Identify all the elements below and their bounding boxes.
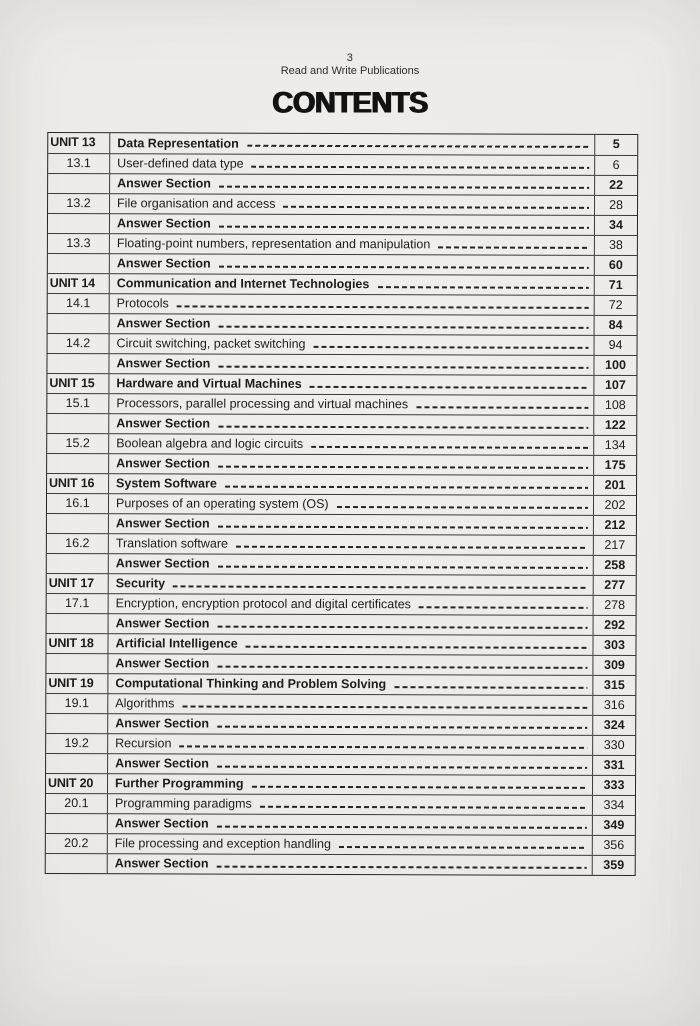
toc-row-page: 107 (604, 377, 626, 392)
toc-row (46, 693, 635, 715)
toc-row (48, 173, 637, 195)
toc-row-title: Answer Section (115, 556, 210, 571)
dashed-leader (218, 325, 588, 328)
toc-row-title: Boolean algebra and logic circuits (116, 436, 304, 451)
toc-row (47, 553, 636, 575)
toc-row-title-cell (108, 834, 593, 855)
toc-row-title-cell (109, 574, 594, 595)
toc-row (48, 293, 637, 315)
toc-row-title-cell (109, 414, 594, 435)
toc-row-title: File processing and exception handling (114, 836, 331, 851)
toc-row (46, 733, 635, 755)
toc-row-title: Communication and Internet Technologies (116, 276, 370, 292)
toc-row-title-cell (108, 754, 593, 775)
toc-row-title: Answer Section (115, 716, 210, 731)
toc-row-number (46, 854, 108, 873)
toc-row-title-cell (109, 354, 594, 375)
toc-row (47, 573, 636, 595)
toc-row-page: 333 (603, 777, 625, 792)
contents-title: CONTENTS (272, 86, 428, 120)
toc-row-page: 60 (608, 257, 623, 272)
toc-row-number: 17.1 (47, 594, 109, 613)
toc-row-page: 217 (604, 537, 626, 552)
dashed-leader (217, 725, 587, 728)
toc-row-title-cell (110, 214, 595, 235)
toc-row-page: 303 (604, 637, 625, 652)
toc-row-title: User-defined data type (117, 156, 244, 171)
toc-row-title: Recursion (115, 736, 172, 751)
toc-row-title: Algorithms (115, 696, 175, 711)
toc-row-page: 22 (609, 177, 624, 192)
toc-row-title: Answer Section (116, 456, 210, 471)
dashed-leader (311, 445, 588, 448)
toc-row-page: 38 (608, 237, 623, 252)
toc-row-page: 324 (603, 717, 625, 732)
toc-row-number (48, 174, 110, 193)
toc-row-number: 13.3 (48, 234, 110, 253)
toc-row-number: 15.2 (47, 434, 109, 453)
dashed-leader (218, 425, 588, 428)
toc-row (48, 193, 637, 215)
dashed-leader (419, 606, 588, 609)
toc-row-title: Further Programming (114, 776, 244, 791)
toc-row-number: UNIT 20 (46, 774, 108, 793)
toc-row-title-cell (109, 394, 594, 415)
toc-row-number: 16.2 (47, 534, 109, 553)
dashed-leader (339, 845, 587, 848)
toc-row-title-cell (108, 654, 593, 675)
toc-row-title-cell (108, 634, 593, 655)
toc-row-page: 84 (608, 317, 623, 332)
toc-row-page: 309 (603, 657, 625, 672)
toc-row-title-cell (110, 274, 595, 295)
contents-table (45, 132, 639, 876)
toc-row-number: UNIT 14 (48, 274, 110, 293)
toc-row-title-cell (109, 534, 594, 555)
toc-row-page: 349 (603, 817, 625, 832)
toc-row-title-cell (110, 334, 595, 355)
toc-row-title-cell (108, 794, 593, 815)
toc-row (46, 833, 635, 855)
toc-row (48, 333, 637, 355)
toc-row-title-cell (109, 474, 594, 495)
toc-row-number (47, 554, 109, 573)
toc-row (47, 413, 636, 435)
dashed-leader (218, 525, 588, 528)
dashed-leader (438, 246, 589, 249)
toc-row (47, 513, 636, 535)
toc-row-page: 356 (603, 837, 625, 852)
toc-row-title: Security (115, 576, 166, 591)
toc-row-number: UNIT 18 (46, 634, 108, 653)
toc-row-title: Floating-point numbers, representation and manipulation (116, 236, 431, 252)
toc-row-number (46, 654, 108, 673)
toc-row (46, 853, 635, 875)
toc-row (48, 313, 637, 335)
toc-row-title: System Software (116, 476, 217, 491)
toc-row-number: 14.2 (48, 334, 110, 353)
dashed-leader (416, 406, 588, 409)
toc-row-page: 334 (603, 797, 625, 812)
dashed-leader (260, 805, 587, 808)
dashed-leader (394, 686, 587, 689)
toc-row (48, 233, 637, 255)
toc-row-page: 72 (608, 297, 623, 312)
toc-row-number: 15.1 (47, 394, 109, 413)
toc-row-title-cell (109, 594, 594, 615)
toc-row-page: 175 (604, 457, 626, 472)
toc-row (47, 473, 636, 495)
dashed-leader (225, 485, 588, 488)
toc-row (47, 593, 636, 615)
toc-row-title-cell (109, 374, 594, 395)
dashed-leader (252, 785, 588, 788)
toc-row (47, 453, 636, 475)
toc-row-number: 13.1 (48, 154, 110, 173)
toc-row (47, 533, 636, 555)
toc-row-title-cell (110, 133, 595, 155)
dashed-leader (236, 545, 588, 548)
toc-row-number (47, 454, 109, 473)
toc-row-title-cell (109, 614, 594, 635)
toc-row-number (46, 754, 108, 773)
toc-row-number: 13.2 (48, 194, 110, 213)
toc-row (46, 633, 635, 655)
toc-row (47, 393, 636, 415)
dashed-leader (179, 745, 587, 748)
toc-row-title: Answer Section (116, 416, 211, 431)
dashed-leader (217, 625, 587, 628)
toc-row-number (47, 354, 109, 373)
dashed-leader (377, 286, 588, 289)
toc-row-page: 122 (604, 417, 626, 432)
toc-row-title: Answer Section (116, 316, 211, 331)
toc-row-title: Encryption, encryption protocol and digital certificates (115, 596, 411, 612)
dashed-leader (182, 705, 587, 708)
toc-row-page: 34 (608, 217, 623, 232)
toc-row-page: 5 (612, 136, 620, 151)
toc-row-number (48, 214, 110, 233)
toc-row-number (48, 314, 110, 333)
dashed-leader (310, 385, 589, 388)
toc-row-title: Data Representation (117, 135, 239, 151)
toc-row-title: Answer Section (115, 656, 210, 671)
page-number: 3 (346, 52, 354, 64)
toc-row-page: 100 (605, 357, 626, 372)
toc-row-title: Hardware and Virtual Machines (116, 376, 302, 391)
toc-row-page: 28 (609, 197, 624, 212)
toc-row (47, 373, 636, 395)
toc-row-title: Answer Section (115, 616, 210, 631)
toc-row (47, 433, 636, 455)
dashed-leader (217, 765, 587, 768)
toc-row-page: 359 (603, 857, 625, 872)
dashed-leader (217, 865, 587, 868)
toc-row-title: Protocols (116, 296, 169, 311)
dashed-leader (217, 825, 587, 828)
toc-row-page: 94 (608, 337, 623, 352)
toc-row (46, 713, 635, 735)
toc-row-number: UNIT 15 (47, 374, 109, 393)
dashed-leader (218, 565, 588, 568)
toc-row-title: Answer Section (114, 816, 209, 831)
toc-row-page: 330 (603, 737, 625, 752)
toc-row (48, 153, 637, 175)
toc-row-number: 19.1 (46, 694, 108, 713)
toc-row-title-cell (109, 454, 594, 475)
toc-row-title-cell (110, 294, 595, 315)
toc-row-page: 202 (604, 497, 626, 512)
dashed-leader (247, 145, 589, 148)
toc-row-title-cell (108, 714, 593, 735)
toc-row-title: Answer Section (115, 756, 209, 771)
toc-row-title-cell (110, 194, 595, 215)
toc-row-number: UNIT 13 (48, 133, 110, 153)
toc-row-page: 258 (604, 557, 626, 572)
dashed-leader (219, 185, 589, 188)
toc-row-title-cell (108, 774, 593, 795)
toc-row-title-cell (108, 854, 593, 875)
page-header (0, 52, 700, 120)
toc-row (48, 133, 637, 155)
toc-row-title: Answer Section (116, 256, 211, 271)
toc-row-number: 16.1 (47, 494, 109, 513)
dashed-leader (337, 505, 588, 508)
dashed-leader (217, 665, 587, 668)
toc-row (46, 813, 635, 835)
toc-row-number (47, 514, 109, 533)
toc-row-number (47, 614, 109, 633)
toc-row (48, 253, 637, 275)
toc-row-title: Circuit switching, packet switching (116, 336, 306, 351)
dashed-leader (252, 165, 590, 168)
toc-row (48, 273, 637, 295)
dashed-leader (173, 585, 588, 588)
publisher-name: Read and Write Publications (280, 65, 420, 77)
toc-row (46, 773, 635, 795)
toc-row-title-cell (110, 154, 595, 175)
toc-row-title-cell (109, 554, 594, 575)
toc-row-page: 315 (603, 677, 625, 692)
toc-row (46, 793, 635, 815)
toc-row-title: Purposes of an operating system (OS) (115, 496, 329, 511)
toc-row-title: Translation software (115, 536, 228, 551)
toc-row-page: 292 (604, 617, 626, 632)
toc-row-title-cell (109, 514, 594, 535)
toc-row-title: Answer Section (116, 216, 211, 231)
toc-row-title-cell (108, 694, 593, 715)
toc-row-title: Answer Section (114, 856, 209, 871)
toc-row-title: Answer Section (115, 516, 210, 531)
toc-row-title-cell (110, 174, 595, 195)
toc-row-title-cell (108, 674, 593, 695)
dashed-leader (314, 345, 589, 348)
toc-row-title-cell (110, 254, 595, 275)
toc-row-title-cell (110, 314, 595, 335)
dashed-leader (219, 225, 589, 228)
toc-row-number (46, 814, 108, 833)
dashed-leader (218, 365, 588, 368)
dashed-leader (218, 465, 588, 468)
toc-row-page: 277 (604, 577, 626, 592)
toc-row-number: UNIT 19 (46, 674, 108, 693)
toc-row (46, 653, 635, 675)
toc-row-page: 108 (604, 397, 626, 412)
toc-row-title-cell (108, 814, 593, 835)
toc-row-number (48, 254, 110, 273)
toc-row-page: 331 (603, 757, 625, 772)
toc-row-title: Programming paradigms (114, 796, 252, 811)
dashed-leader (177, 305, 589, 308)
dashed-leader (219, 265, 589, 268)
toc-row (48, 213, 637, 235)
toc-row-page: 71 (608, 277, 623, 292)
toc-row-page: 6 (612, 157, 620, 172)
toc-row-page: 134 (604, 437, 626, 452)
dashed-leader (246, 645, 588, 648)
toc-row-number: UNIT 17 (47, 574, 109, 593)
toc-row-title: Computational Thinking and Problem Solving (115, 676, 387, 692)
toc-row-title-cell (108, 734, 593, 755)
toc-row (47, 493, 636, 515)
toc-row-title-cell (109, 434, 594, 455)
toc-row-number (47, 414, 109, 433)
dashed-leader (283, 205, 589, 208)
toc-row (46, 753, 635, 775)
toc-row-title: Answer Section (116, 356, 211, 371)
toc-row-page: 278 (604, 597, 626, 612)
toc-row (47, 613, 636, 635)
toc-row-number: UNIT 16 (47, 474, 109, 493)
toc-row-title-cell (110, 234, 595, 255)
toc-row-number (46, 714, 108, 733)
toc-row-page: 316 (603, 697, 625, 712)
toc-row-number: 14.1 (48, 294, 110, 313)
toc-row-number: 20.1 (46, 794, 108, 813)
toc-row-number: 19.2 (46, 734, 108, 753)
toc-row (47, 353, 636, 375)
toc-row-number: 20.2 (46, 834, 108, 853)
toc-row-title-cell (109, 494, 594, 515)
toc-row-title: Answer Section (117, 176, 211, 191)
toc-row-title: Processors, parallel processing and virtual machines (116, 396, 409, 412)
toc-row (46, 673, 635, 695)
toc-row-page: 201 (604, 477, 626, 492)
toc-row-title: Artificial Intelligence (115, 636, 238, 651)
toc-row-title: File organisation and access (117, 196, 276, 211)
toc-row-page: 212 (604, 517, 626, 532)
